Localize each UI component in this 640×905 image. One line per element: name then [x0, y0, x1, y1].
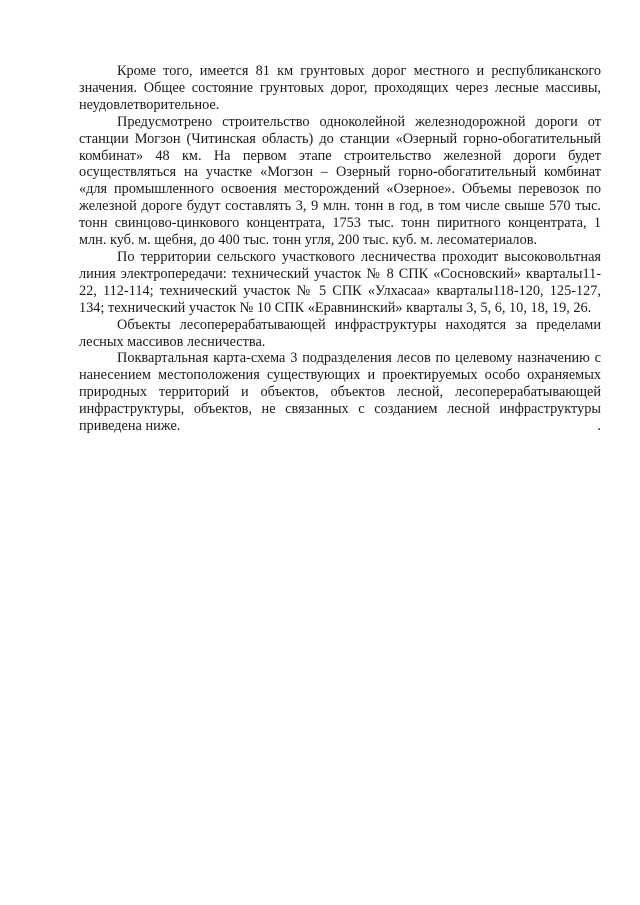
paragraph-map-scheme-text: Поквартальная карта-схема 3 подразделения лесов по целевому назначению с нанесением местоположения существующих и проектируемых особо охраняемых природных территорий и объектов, объектов лесной, лесоперерабатывающей инфраструктуры, объектов, не связанных с созданием лесной инфраструктуры приведена ниже.	[79, 350, 601, 435]
document-page	[79, 63, 601, 435]
paragraph-map-scheme	[79, 350, 601, 435]
paragraph-processing-infrastructure: Объекты лесоперерабатывающей инфраструктуры находятся за пределами лесных массивов лесничества.	[79, 316, 601, 350]
paragraph-dirt-roads: Кроме того, имеется 81 км грунтовых дорог местного и республиканского значения. Общее состояние грунтовых дорог, проходящих через лесные массивы, неудовлетворительное.	[79, 63, 601, 113]
trailing-mark: .	[597, 418, 601, 435]
paragraph-power-line: По территории сельского участкового лесничества проходит высоковольтная линия электропередачи: технический участок № 8 СПК «Сосновский» кварталы11-22, 112-114; технический участок № 5 СПК «Улхасаа» кварталы118-120, 125-127, 134; технический участок № 10 СПК «Еравнинский» кварталы 3, 5, 6, 10, 18, 19, 26.	[79, 248, 601, 316]
paragraph-railway-construction: Предусмотрено строительство одноколейной железнодорожной дороги от станции Могзон (Читинская область) до станции «Озерный горно-обогатительный комбинат» 48 км. На первом этапе строительство железной дороги будет осуществляться на участке «Могзон – Озерный горно-обогатительный комбинат «для промышленного освоения месторождений «Озерное». Объемы перевозок по железной дороге будут составлять 3, 9 млн. тонн в год, в том числе свыше 570 тыс. тонн свинцово-цинкового концентрата, 1753 тыс. тонн пиритного концентрата, 1 млн. куб. м. щебня, до 400 тыс. тонн угля, 200 тыс. куб. м. лесоматериалов.	[79, 113, 601, 249]
